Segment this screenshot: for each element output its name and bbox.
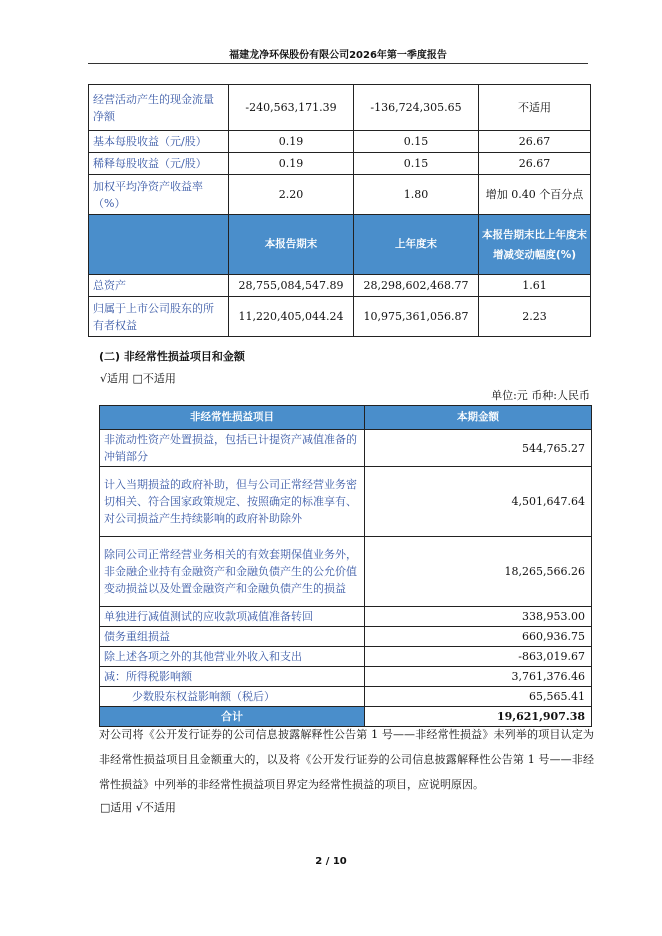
current-value: 11,220,405,044.24	[229, 297, 354, 337]
total-label: 合计	[100, 707, 365, 727]
row-label: 稀释每股收益（元/股）	[89, 153, 229, 175]
item-amount: 65,565.41	[365, 687, 592, 707]
change-value: 不适用	[479, 85, 591, 131]
header-change-rate: 本报告期末比上年度末增减变动幅度(%)	[479, 215, 591, 275]
item-amount: 4,501,647.64	[365, 467, 592, 537]
row-label: 归属于上市公司股东的所有者权益	[89, 297, 229, 337]
header-item: 非经常性损益项目	[100, 406, 365, 430]
table-row	[89, 131, 591, 153]
applicability-checkbox-2: □适用 √不适用	[100, 801, 176, 814]
last-value: -136,724,305.65	[354, 85, 479, 131]
table-row	[100, 607, 592, 627]
table-header-row	[89, 215, 591, 275]
table-row	[100, 467, 592, 537]
table-row	[89, 175, 591, 215]
item-label: 减：所得税影响额	[100, 667, 365, 687]
current-value: 2.20	[229, 175, 354, 215]
header-blank	[89, 215, 229, 275]
item-amount: 660,936.75	[365, 627, 592, 647]
change-value: 增加 0.40 个百分点	[479, 175, 591, 215]
current-value: 0.19	[229, 153, 354, 175]
non-recurring-items-table	[99, 405, 592, 727]
row-label: 基本每股收益（元/股）	[89, 131, 229, 153]
row-label: 加权平均净资产收益率（%）	[89, 175, 229, 215]
header-amount: 本期金额	[365, 406, 592, 430]
page-header: 福建龙净环保股份有限公司2026年第一季度报告	[88, 46, 588, 64]
table-row	[100, 667, 592, 687]
section-title: (二) 非经常性损益项目和金额	[99, 350, 245, 363]
item-label: 除上述各项之外的其他营业外收入和支出	[100, 647, 365, 667]
change-value: 2.23	[479, 297, 591, 337]
item-label: 除同公司正常经营业务相关的有效套期保值业务外，非金融企业持有金融资产和金融负债产生的公允价值变动损益以及处置金融资产和金融负债产生的损益	[100, 537, 365, 607]
table-row	[100, 627, 592, 647]
table-row	[89, 85, 591, 131]
last-value: 0.15	[354, 153, 479, 175]
item-amount: 3,761,376.46	[365, 667, 592, 687]
explanation-paragraph: 对公司将《公开发行证券的公司信息披露解释性公告第 1 号——非经常性损益》未列举的项目认定为非经常性损益项目且金额重大的，以及将《公开发行证券的公司信息披露解释性公告第 1 号——非经常性损益》中列举的非经常性损益项目界定为经常性损益的项目，应说明原因。	[99, 728, 594, 791]
total-amount: 19,621,907.38	[365, 707, 592, 727]
item-amount: -863,019.67	[365, 647, 592, 667]
change-value: 1.61	[479, 275, 591, 297]
table-row	[89, 153, 591, 175]
table-row	[100, 537, 592, 607]
item-amount: 544,765.27	[365, 430, 592, 467]
unit-currency: 单位:元 币种:人民币	[491, 389, 590, 402]
table-row	[100, 647, 592, 667]
table-row	[100, 430, 592, 467]
item-amount: 338,953.00	[365, 607, 592, 627]
item-label: 单独进行减值测试的应收款项减值准备转回	[100, 607, 365, 627]
item-label: 债务重组损益	[100, 627, 365, 647]
last-value: 28,298,602,468.77	[354, 275, 479, 297]
header-last-year-end: 上年度末	[354, 215, 479, 275]
table-row	[100, 687, 592, 707]
change-value: 26.67	[479, 131, 591, 153]
item-amount: 18,265,566.26	[365, 537, 592, 607]
current-value: 28,755,084,547.89	[229, 275, 354, 297]
row-label: 总资产	[89, 275, 229, 297]
last-value: 1.80	[354, 175, 479, 215]
table-row	[89, 275, 591, 297]
financial-indicators-table	[88, 84, 591, 337]
table-row	[89, 297, 591, 337]
page-number: 2 / 10	[315, 856, 347, 867]
current-value: 0.19	[229, 131, 354, 153]
current-value: -240,563,171.39	[229, 85, 354, 131]
row-label: 经营活动产生的现金流量净额	[89, 85, 229, 131]
item-label: 少数股东权益影响额（税后）	[100, 687, 365, 707]
last-value: 0.15	[354, 131, 479, 153]
item-label: 非流动性资产处置损益，包括已计提资产减值准备的冲销部分	[100, 430, 365, 467]
last-value: 10,975,361,056.87	[354, 297, 479, 337]
change-value: 26.67	[479, 153, 591, 175]
applicability-checkbox: √适用 □不适用	[100, 372, 176, 385]
table-header-row	[100, 406, 592, 430]
item-label: 计入当期损益的政府补助，但与公司正常经营业务密切相关、符合国家政策规定、按照确定的标准享有、对公司损益产生持续影响的政府补助除外	[100, 467, 365, 537]
header-period-end: 本报告期末	[229, 215, 354, 275]
